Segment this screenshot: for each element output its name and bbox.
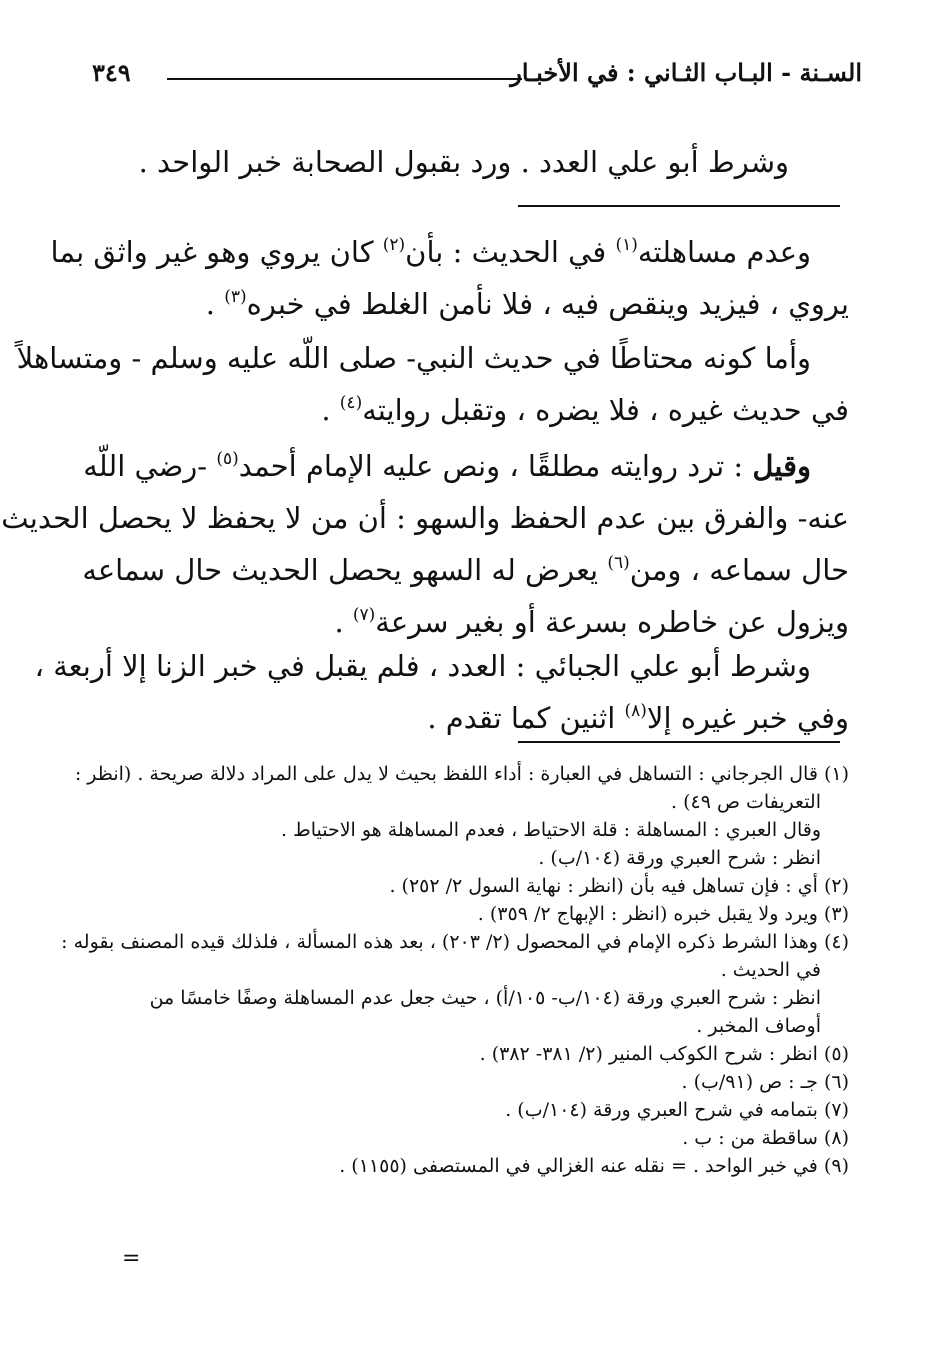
page-number: ٣٤٩ xyxy=(92,58,131,87)
footnote-1: (١) قال الجرجاني : التساهل في العبارة : أداء اللفظ بحيث لا يدل على المراد دلالة صريحة . (انظر : xyxy=(74,763,849,785)
footnote-1-cont: انظر : شرح العبري ورقة (١٠٤/ب) . xyxy=(538,847,821,869)
text-run: في الحديث : بأن xyxy=(405,235,616,269)
lead-word: وقيل xyxy=(752,449,811,483)
paragraph-2 xyxy=(16,332,849,436)
paragraph-0 xyxy=(92,136,849,188)
text-run: . xyxy=(321,393,340,427)
footnote-7: (٧) بتمامه في شرح العبري ورقة (١٠٤/ب) . xyxy=(505,1099,849,1121)
footnote-ref[interactable]: (٧) xyxy=(352,605,376,625)
text-run: وفي خبر غيره إلا xyxy=(646,701,849,735)
text-line xyxy=(92,384,849,436)
text-run: اثنين كما تقدم . xyxy=(427,701,625,735)
text-line xyxy=(82,544,849,596)
paragraph-1 xyxy=(50,226,849,330)
footnote-4: (٤) وهذا الشرط ذكره الإمام في المحصول (٢/ ٢٠٣) ، بعد هذه المسألة ، فلذلك قيده المصنف بقوله : xyxy=(61,931,849,953)
continued-mark: = xyxy=(122,1246,141,1271)
footnote-1-cont: وقال العبري : المساهلة : قلة الاحتياط ، فعدم المساهلة هو الاحتياط . xyxy=(281,819,821,841)
text-run: كان يروي وهو غير واثق بما xyxy=(50,235,383,269)
text-run: : ترد روايته مطلقًا ، ونص عليه الإمام أحمد xyxy=(238,449,753,483)
footnote-9: (٩) في خبر الواحد . = نقله عنه الغزالي في المستصفى (١١٥٥) . xyxy=(339,1155,849,1177)
footnote-divider xyxy=(518,741,840,743)
text-run: حال سماعه ، ومن xyxy=(629,553,849,587)
text-line xyxy=(92,692,849,744)
footnote-4-cont: أوصاف المخبر . xyxy=(696,1015,821,1037)
footnotes xyxy=(61,760,849,1180)
text-line xyxy=(50,226,849,278)
footnote-4-cont: في الحديث . xyxy=(720,959,821,981)
text-line xyxy=(83,440,849,492)
text-run: وعدم مساهلته xyxy=(637,235,811,269)
running-header xyxy=(92,58,862,98)
text-run: . xyxy=(334,605,353,639)
footnote-ref[interactable]: (٥) xyxy=(216,449,239,469)
text-line: وشرط أبو علي العدد . ورد بقبول الصحابة خبر الواحد . xyxy=(138,145,789,179)
footnote-ref[interactable]: (٣) xyxy=(224,287,247,307)
footnote-ref[interactable]: (٢) xyxy=(382,235,406,255)
footnote-4-cont: انظر : شرح العبري ورقة (١٠٤/ب- ١٠٥/أ) ، حيث جعل عدم المساهلة وصفًا خامسًا من xyxy=(149,987,821,1009)
text-line: عنه- والفرق بين عدم الحفظ والسهو : أن من لا يحفظ لا يحصل الحديث xyxy=(1,501,849,535)
header-rule xyxy=(167,78,522,80)
paragraph-3 xyxy=(1,440,849,648)
footnote-2: (٢) أي : فإن تساهل فيه بأن (انظر : نهاية السول ٢/ ٢٥٢) . xyxy=(389,875,849,897)
text-run: ويزول عن خاطره بسرعة أو بغير سرعة xyxy=(375,605,849,639)
footnote-8: (٨) ساقطة من : ب . xyxy=(682,1127,849,1149)
footnote-6: (٦) جـ : ص (٩١/ب) . xyxy=(681,1071,849,1093)
footnote-ref[interactable]: (١) xyxy=(615,235,638,255)
footnote-1-cont: التعريفات ص ٤٩) . xyxy=(671,791,821,813)
section-divider xyxy=(518,205,840,207)
paragraph-4 xyxy=(34,640,849,744)
text-run: في حديث غيره ، فلا يضره ، وتقبل روايته xyxy=(362,393,849,427)
footnote-ref[interactable]: (٤) xyxy=(339,393,363,413)
footnote-5: (٥) انظر : شرح الكوكب المنير (٢/ ٣٨١- ٣٨٢) . xyxy=(479,1043,849,1065)
text-run: يروي ، فيزيد وينقص فيه ، فلا نأمن الغلط في خبره xyxy=(246,287,849,321)
text-line: وأما كونه محتاطًا في حديث النبي- صلى اللّه عليه وسلم - ومتساهلاً xyxy=(16,341,811,375)
text-run: . xyxy=(205,287,225,321)
text-line: وشرط أبو علي الجبائي : العدد ، فلم يقبل في خبر الزنا إلا أربعة ، xyxy=(34,649,811,683)
text-run: -رضي اللّه xyxy=(83,449,217,483)
footnote-ref[interactable]: (٦) xyxy=(607,553,630,573)
footnote-3: (٣) ويرد ولا يقبل خبره (انظر : الإبهاج ٢/ ٣٥٩) . xyxy=(477,903,849,925)
footnote-ref[interactable]: (٨) xyxy=(624,701,647,721)
text-line xyxy=(92,278,849,330)
header-title: السـنة - البـاب الثـاني : في الأخبـار xyxy=(510,58,862,87)
text-run: يعرض له السهو يحصل الحديث حال سماعه xyxy=(82,553,608,587)
